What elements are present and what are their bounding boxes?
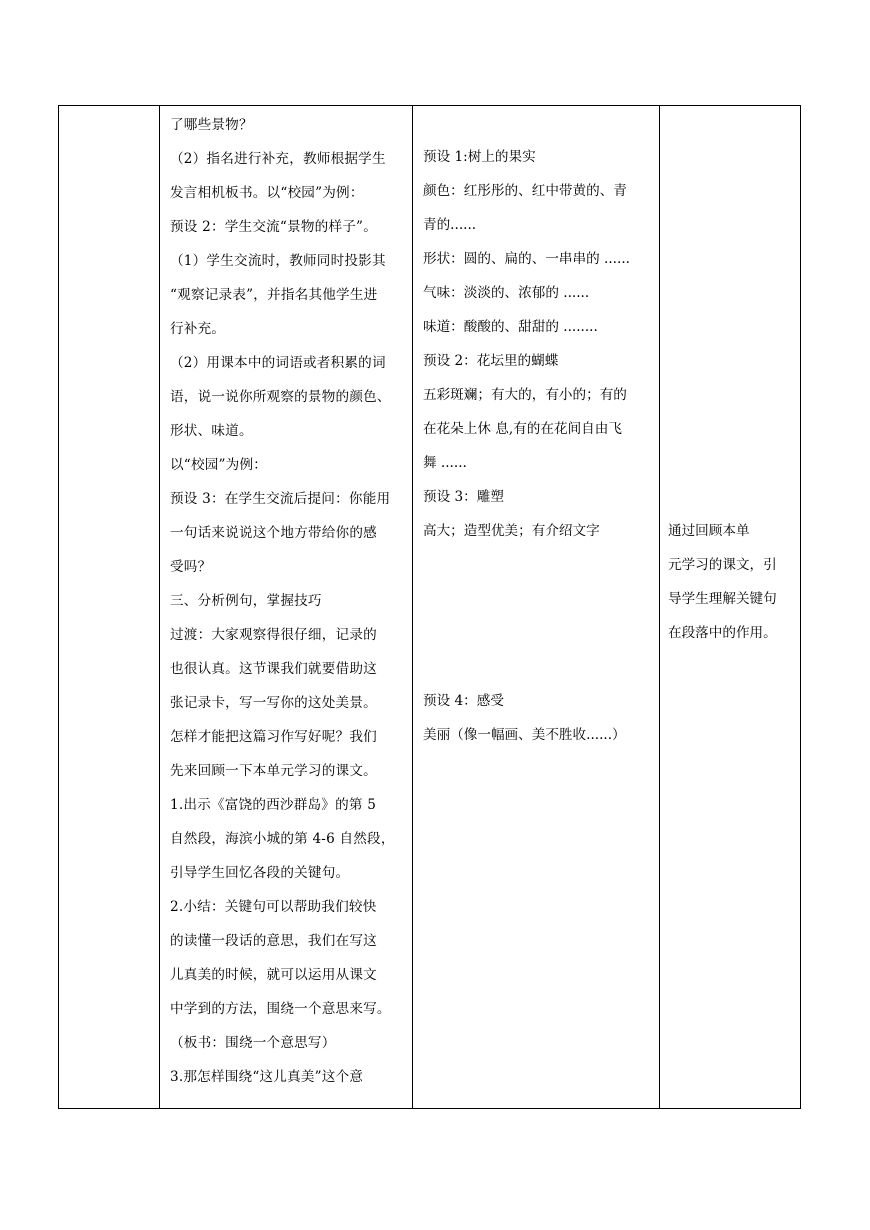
text-line: 自然段，海滨小城的第 4-6 自然段， (170, 831, 395, 847)
text-line: 预设 2：学生交流“景物的样子”。 (170, 219, 377, 235)
text-line: 通过回顾本单 (668, 523, 750, 539)
lesson-plan-table (58, 105, 801, 1109)
text-line (423, 582, 651, 616)
text-line: 先来回顾一下本单元学习的课文。 (170, 763, 377, 779)
text-line: 美丽（像一幅画、美不胜收......） (423, 727, 626, 743)
text-line: 2.小结：关键句可以帮助我们较快 (170, 899, 377, 915)
text-line: （板书：围绕一个意思写） (170, 1035, 336, 1051)
text-line: 预设 3：在学生交流后提问：你能用 (170, 491, 391, 507)
text-line: 预设 1:树上的果实 (423, 149, 536, 165)
section-column-cell (59, 106, 160, 1109)
teaching-process-cell (160, 106, 413, 1109)
text-line: （1）学生交流时，教师同时投影其 (170, 253, 386, 269)
text-line: 行补充。 (170, 321, 226, 337)
text-line: 颜色：红彤彤的、红中带黄的、青 (423, 183, 627, 199)
text-line: （2）用课本中的词语或者积累的词 (170, 355, 386, 371)
text-line: 预设 2：花坛里的蝴蝶 (423, 353, 559, 369)
text-line: 气味：淡淡的、浓郁的 ...... (423, 285, 590, 301)
text-line: 预设 3：雕塑 (423, 489, 504, 505)
text-line: 舞 ...... (423, 455, 467, 471)
text-line: 3.那怎样围绕“这儿真美”这个意 (170, 1069, 364, 1085)
text-line: 发言相机板书。以“校园”为例： (170, 185, 364, 201)
text-line (423, 106, 651, 140)
text-line: 怎样才能把这篇习作写好呢？我们 (170, 729, 377, 745)
text-line: 的读懂一段话的意思，我们在写这 (170, 933, 377, 949)
table-row (59, 106, 801, 1109)
text-line (423, 650, 651, 684)
text-line: 一句话来说说这个地方带给你的感 (170, 525, 377, 541)
text-line: 过渡：大家观察得很仔细，记录的 (170, 627, 377, 643)
text-line: 也很认真。这节课我们就要借助这 (170, 661, 377, 677)
text-line: 了哪些景物？ (170, 117, 253, 133)
text-line: 在段落中的作用。 (668, 625, 777, 641)
text-line: 形状：圆的、扁的、一串串的 ...... (423, 251, 630, 267)
text-line: 预设 4：感受 (423, 693, 504, 709)
text-line: 在花朵上休 息,有的在花间自由飞 (423, 421, 622, 437)
text-line: 形状、味道。 (170, 423, 253, 439)
text-line: 中学到的方法，围绕一个意思来写。 (170, 1001, 391, 1017)
text-line: 张记录卡，写一写你的这处美景。 (170, 695, 377, 711)
text-line: 语，说一说你所观察的景物的颜色、 (170, 389, 391, 405)
text-line: 受吗？ (170, 559, 212, 575)
text-line: 导学生理解关键句 (668, 591, 777, 607)
text-line: 五彩斑斓；有大的，有小的；有的 (423, 387, 627, 403)
text-line: 1.出示《富饶的西沙群岛》的第 5 (170, 797, 377, 813)
text-line (423, 616, 651, 650)
text-line: “观察记录表”，并指名其他学生进 (170, 287, 378, 303)
text-line: 三、分析例句，掌握技巧 (170, 593, 322, 609)
text-line: 元学习的课文，引 (668, 557, 777, 573)
text-line: 引导学生回忆各段的关键句。 (170, 865, 350, 881)
text-line: 以“校园”为例： (170, 457, 268, 473)
text-line (423, 548, 651, 582)
text-line: 儿真美的时候，就可以运用从课文 (170, 967, 377, 983)
student-activity-cell (413, 106, 660, 1109)
text-line: 青的...... (423, 217, 477, 233)
text-line: 高大；造型优美；有介绍文字 (423, 523, 600, 539)
text-line: 味道：酸酸的、甜甜的 ........ (423, 319, 598, 335)
design-intent-cell (660, 106, 801, 1109)
text-line: （2）指名进行补充，教师根据学生 (170, 151, 386, 167)
